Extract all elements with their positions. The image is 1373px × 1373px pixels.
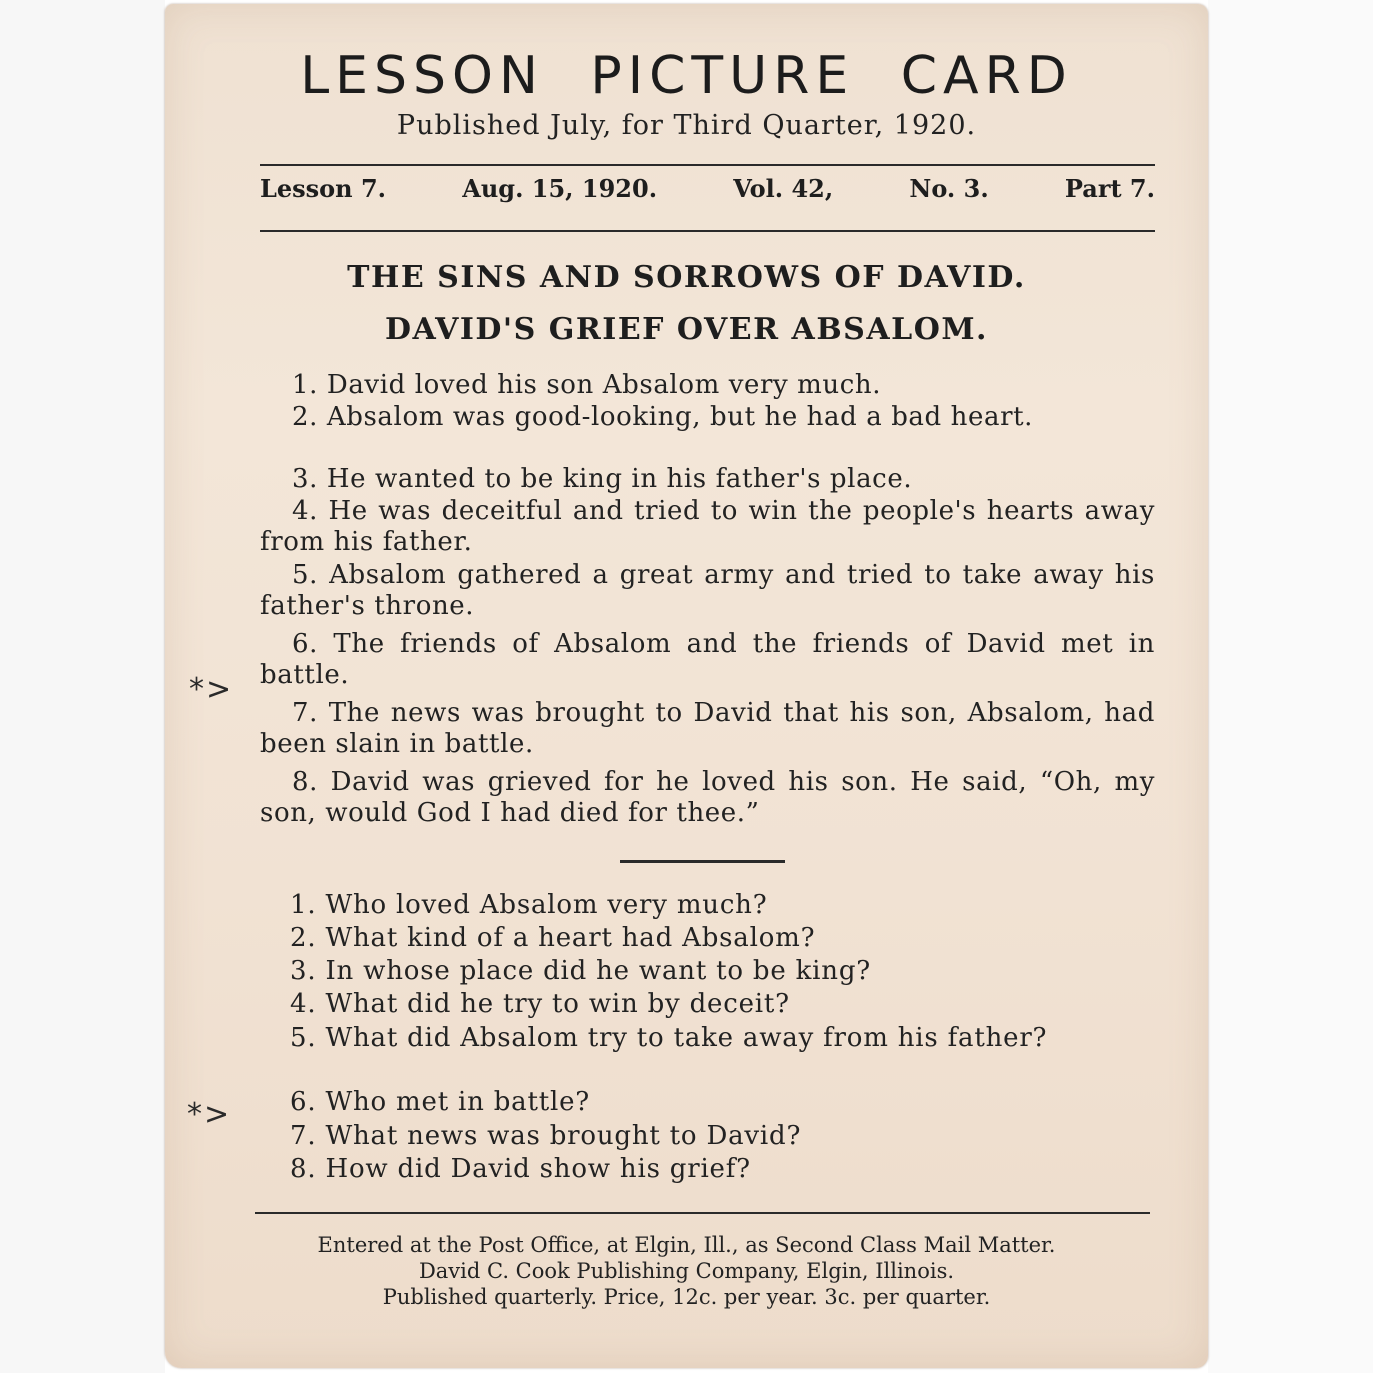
handwritten-mark-2: *>	[187, 1097, 232, 1132]
meta-part: Part 7.	[1064, 174, 1155, 203]
meta-date: Aug. 15, 1920.	[462, 174, 658, 203]
footer-line-1: Entered at the Post Office, at Elgin, Ill., as Second Class Mail Matter.	[317, 1233, 1056, 1257]
question-7: 7. What news was brought to David?	[290, 1121, 802, 1151]
question-8: 8. How did David show his grief?	[290, 1154, 751, 1184]
meta-volume: Vol. 42,	[733, 174, 834, 203]
divider-top	[260, 164, 1155, 166]
meta-number: No. 3.	[909, 174, 989, 203]
story-line-3: 3. He wanted to be king in his father's place.	[292, 464, 913, 494]
story-line-7: 7. The news was brought to David that his son, Absalom, had been slain in battle.	[260, 698, 1155, 759]
question-5: 5. What did Absalom try to take away from his father?	[290, 1023, 1048, 1053]
divider-meta	[260, 230, 1155, 232]
scan-margin-right	[1208, 0, 1373, 1373]
section-divider	[620, 860, 785, 863]
question-1: 1. Who loved Absalom very much?	[290, 890, 768, 920]
story-line-5: 5. Absalom gathered a great army and tried to take away his father's throne.	[260, 560, 1155, 621]
question-3: 3. In whose place did he want to be king?	[290, 956, 872, 986]
question-2: 2. What kind of a heart had Absalom?	[290, 923, 816, 953]
lesson-meta	[260, 174, 1155, 203]
lesson-heading: THE SINS AND SORROWS OF DAVID.	[347, 260, 1026, 295]
footer-line-2: David C. Cook Publishing Company, Elgin, Illinois.	[418, 1259, 955, 1283]
question-6: 6. Who met in battle?	[290, 1087, 591, 1117]
handwritten-mark-1: *>	[189, 672, 234, 707]
story-line-2: 2. Absalom was good-looking, but he had a bad heart.	[292, 402, 1034, 432]
story-line-8: 8. David was grieved for he loved his son. He said, “Oh, my son, would God I had died for thee.”	[260, 767, 1155, 828]
card-subtitle: Published July, for Third Quarter, 1920.	[396, 110, 977, 141]
story-line-1: 1. David loved his son Absalom very much.	[292, 370, 882, 400]
scan-margin-left	[0, 0, 165, 1373]
card-footer	[165, 1232, 1208, 1310]
lesson-card	[165, 4, 1208, 1368]
divider-footer	[255, 1212, 1150, 1214]
footer-line-3: Published quarterly. Price, 12c. per year. 3c. per quarter.	[382, 1285, 991, 1309]
lesson-subheading: DAVID'S GRIEF OVER ABSALOM.	[385, 312, 988, 347]
card-title: LESSON PICTURE CARD	[300, 46, 1073, 106]
question-4: 4. What did he try to win by deceit?	[290, 989, 790, 1019]
story-line-6: 6. The friends of Absalom and the friends of David met in battle.	[260, 629, 1155, 690]
meta-lesson: Lesson 7.	[260, 174, 387, 203]
story-line-4: 4. He was deceitful and tried to win the people's hearts away from his father.	[260, 496, 1155, 557]
